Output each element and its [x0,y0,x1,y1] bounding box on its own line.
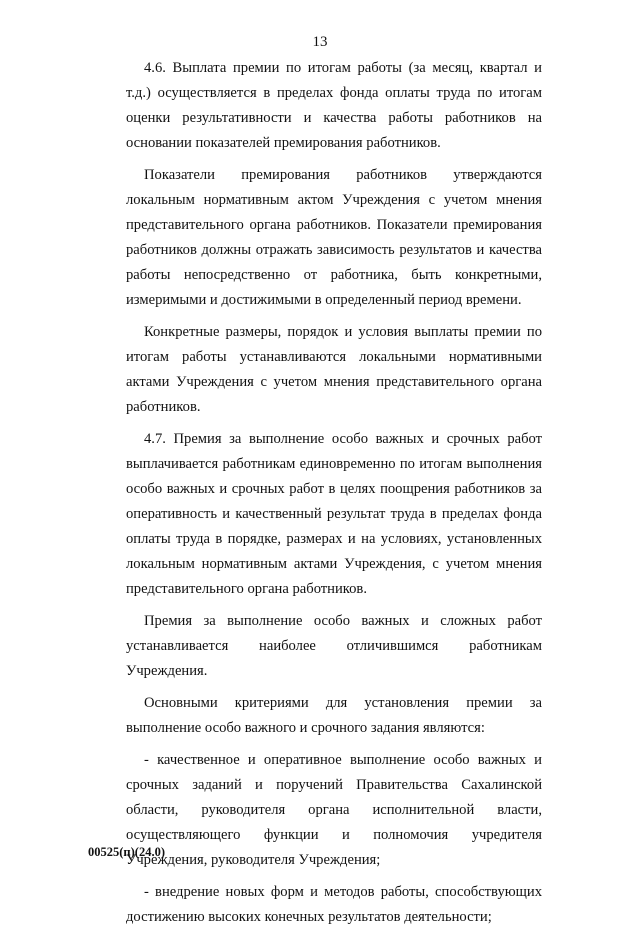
paragraph-4-7: 4.7. Премия за выполнение особо важных и срочных работ выплачивается работникам единовременно по итогам выполнения особо важных и срочных работ в целях поощрения работников за оперативность и качественный результат труда в пределах фонда оплаты труда в порядке, размерах и на условиях, установленных локальным нормативным актами Учреждения, с учетом мнения представительного органа работников. [126,431,542,597]
paragraph-amounts: Конкретные размеры, порядок и условия выплаты премии по итогам работы устанавливаются локальными нормативными актами Учреждения с учетом мнения представительного органа работников. [126,324,542,415]
paragraph-criteria-intro: Основными критериями для установления премии за выполнение особо важного и срочного задания являются: [126,695,542,736]
document-body [126,56,542,937]
page-number: 13 [312,34,328,50]
paragraph-indicators: Показатели премирования работников утверждаются локальным нормативным актом Учреждения с учетом мнения представительного органа работников. Показатели премирования работников должны отражать зависимость результатов и качества работы непосредственно от работника, быть конкретными, измеримыми и достижимыми в определенный период времени. [126,167,542,308]
list-item-criterion-2: - внедрение новых форм и методов работы, способствующих достижению высоких конечных результатов деятельности; [126,884,542,925]
paragraph-bonus-distinguished: Премия за выполнение особо важных и сложных работ устанавливается наиболее отличившимся работникам Учреждения. [126,613,542,679]
document-code: 00525(п)(24.0) [88,845,165,859]
list-item-criterion-1: - качественное и оперативное выполнение особо важных и срочных заданий и поручений Правительства Сахалинской области, руководителя органа исполнительной власти, осуществляющего функции и полномочия учредителя Учреждения, руководителя Учреждения; [126,752,542,868]
paragraph-4-6: 4.6. Выплата премии по итогам работы (за месяц, квартал и т.д.) осуществляется в пределах фонда оплаты труда по итогам оценки результативности и качества работы работников на основании показателей премирования работников. [126,60,542,151]
